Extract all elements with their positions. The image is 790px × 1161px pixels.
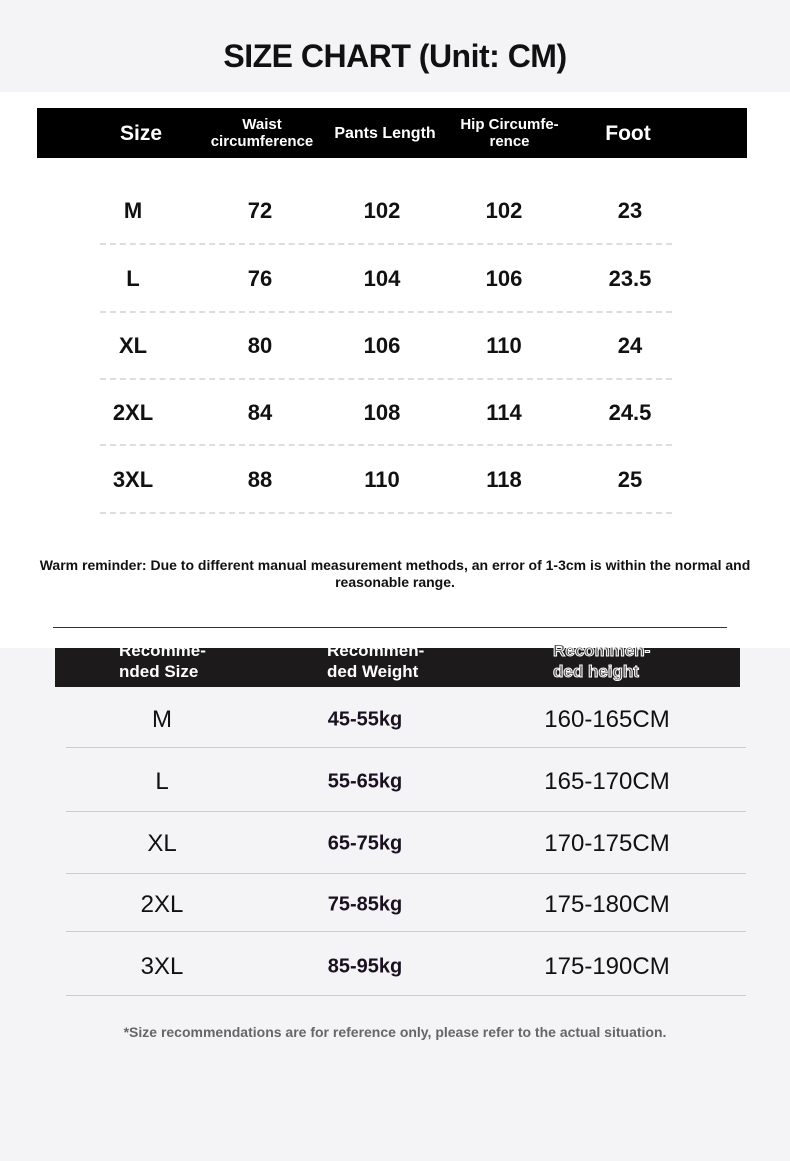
- size-cell: 108: [363, 400, 401, 425]
- size-cell: 2XL: [112, 400, 154, 425]
- recommend-cell: 3XL: [140, 953, 184, 980]
- size-cell: 114: [486, 400, 522, 425]
- row-divider: [100, 512, 672, 514]
- size-table-header: [37, 108, 747, 158]
- header-foot: Foot: [605, 121, 651, 145]
- size-cell: 102: [485, 198, 523, 223]
- row-divider: [100, 444, 672, 446]
- size-cell: 104: [363, 266, 401, 291]
- header-pants-length: Pants Length: [334, 124, 436, 142]
- size-cell: 72: [247, 198, 273, 223]
- recommend-cell: 55-65kg: [327, 770, 403, 793]
- size-cell: 84: [247, 400, 273, 425]
- row-divider: [100, 243, 672, 245]
- size-cell: 23.5: [608, 266, 652, 291]
- recommend-cell: 175-180CM: [544, 891, 670, 918]
- size-cell: 106: [485, 266, 523, 291]
- size-cell: 110: [364, 467, 400, 492]
- size-cell: 118: [486, 467, 522, 492]
- row-divider: [66, 931, 746, 932]
- warm-reminder: Warm reminder: Due to different manual measurement methods, an error of 1-3cm is within the normal and reasonable range.: [39, 557, 751, 590]
- page-title: SIZE CHART (Unit: CM): [223, 38, 567, 74]
- recommend-cell: 165-170CM: [544, 768, 670, 795]
- header-hip: Hip Circumfe- rence: [460, 116, 559, 150]
- row-divider: [66, 873, 746, 874]
- recommend-cell: 45-55kg: [327, 708, 403, 731]
- footnote: *Size recommendations are for reference only, please refer to the actual situation.: [123, 1024, 667, 1040]
- size-cell: 25: [617, 467, 643, 492]
- size-cell: 23: [617, 198, 643, 223]
- recommend-cell: 65-75kg: [327, 832, 403, 855]
- row-divider: [66, 995, 746, 996]
- size-cell: L: [126, 266, 140, 291]
- header-rec-weight: Recommen- ded Weight: [327, 641, 425, 681]
- row-divider: [100, 311, 672, 313]
- header-size: Size: [119, 121, 163, 145]
- recommend-cell: M: [152, 706, 172, 733]
- header-rec-size: Recomme- nded Size: [119, 641, 206, 681]
- size-cell: 80: [247, 333, 273, 358]
- size-cell: 24.5: [608, 400, 652, 425]
- size-cell: M: [123, 198, 143, 223]
- header-waist: Waist circumference: [210, 116, 314, 150]
- divider: [53, 627, 727, 628]
- size-cell: 3XL: [112, 467, 154, 492]
- recommend-cell: 75-85kg: [327, 893, 403, 916]
- recommend-cell: 160-165CM: [544, 706, 670, 733]
- recommend-table-header: [55, 641, 740, 687]
- size-cell: 106: [363, 333, 401, 358]
- size-cell: 24: [617, 333, 643, 358]
- size-cell: 88: [247, 467, 273, 492]
- recommend-cell: L: [155, 768, 169, 795]
- recommend-cell: 175-190CM: [544, 953, 670, 980]
- recommend-cell: 2XL: [140, 891, 184, 918]
- size-cell: 110: [486, 333, 522, 358]
- header-rec-height: Recommen- ded height: [553, 641, 651, 681]
- size-cell: 102: [363, 198, 401, 223]
- recommend-cell: 85-95kg: [327, 955, 403, 978]
- size-cell: XL: [118, 333, 148, 358]
- row-divider: [100, 378, 672, 380]
- recommend-cell: 170-175CM: [544, 830, 670, 857]
- row-divider: [66, 811, 746, 812]
- row-divider: [66, 747, 746, 748]
- size-cell: 76: [247, 266, 273, 291]
- recommend-cell: XL: [147, 830, 177, 857]
